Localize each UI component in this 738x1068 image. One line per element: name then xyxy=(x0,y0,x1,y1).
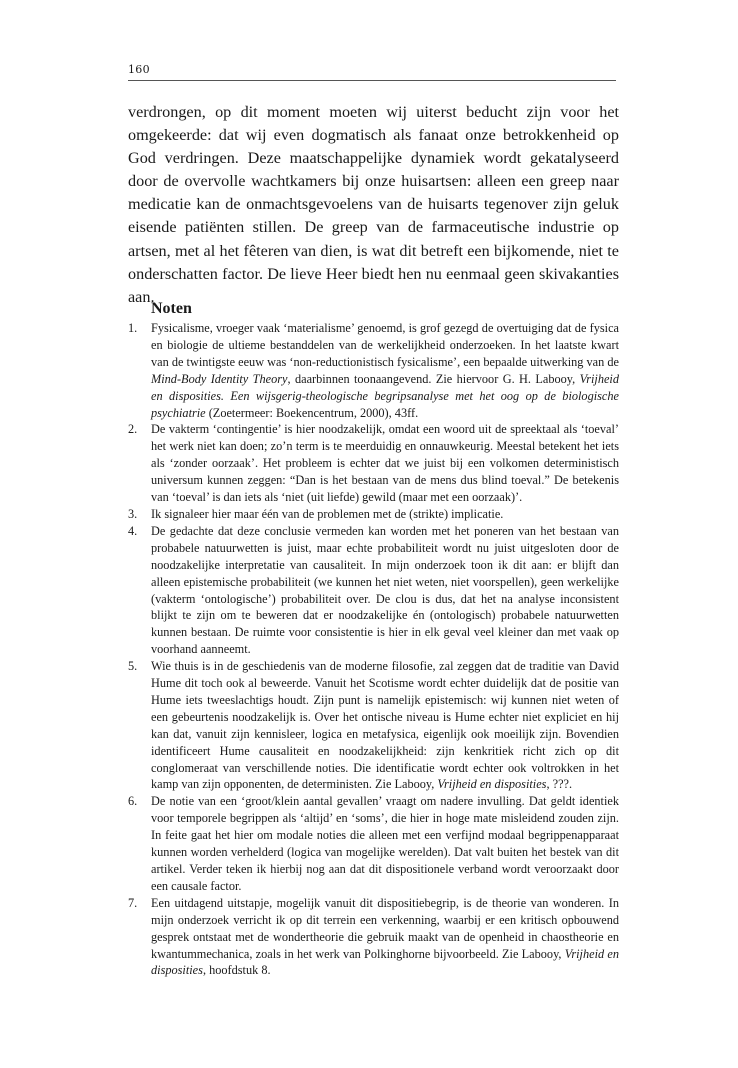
note-text: De gedachte dat deze conclusie vermeden kan worden met het poneren van het bestaan van probabele natuurwetten is juist, maar echte probabiliteit wordt nu juist uitgesloten door de noodzakelijke interpretatie van causaliteit. In mijn onderzoek toon ik dit aan: er blijft dan alleen epistemische probabiliteit (we kunnen het niet weten, niet voorspellen), geen werkelijke (vakterm ‘ontologische’) probabiliteit over. De clou is dus, dat het na analyse inconsistent blijkt te zijn om te beweren dat er noodzakelijke én (ontologisch) probabele natuurwetten kunnen bestaan. De ruimte voor consistentie is hier in elk geval veel kleiner dan met vaak op voorhand aanneemt. xyxy=(151,523,619,657)
note-text: De vakterm ‘contingentie’ is hier noodzakelijk, omdat een woord uit de spreektaal als ‘toeval’ het werk niet kan doen; zo’n term is te meerduidig en onnauwkeurig. Meestal betekent het iets als ‘zonder oorzaak’. Het probleem is echter dat we juist bij een volkomen deterministisch universum kunnen zeggen: “Dan is het bestaan van de mens dus blind toeval.” De betekenis van ‘toeval’ is dan iets als ‘niet (uit liefde) gewild (maar met een oorzaak)’. xyxy=(151,422,619,505)
note-text: Ik signaleer hier maar één van de problemen met de (strikte) implicatie. xyxy=(151,506,504,521)
note-text: Wie thuis is in de geschiedenis van de moderne filosofie, zal zeggen dat de traditie van David Hume dit toch ook al beweerde. Vanuit het Scotisme wordt echter duidelijk dat de positie van Hume iets tweeslachtigs houdt. Zijn punt is namelijk epistemisch: wij kunnen niet weten of een gebeurtenis noodzakelijk is. Over het ontische niveau is Hume echter niet expliciet en hij kan dat, vanuit zijn kennisleer, logica en metafysica, eigenlijk ook moeilijk zijn. Bovendien identificeert Hume causaliteit en noodzakelijkheid: zijn kenkritiek richt zich op dit conglomeraat van verschillende noties. Die identificatie wordt echter ook voltrokken in het kamp van zijn opponenten, de deterministen. Zie Labooy, Vrijheid en disposities, ???. xyxy=(151,659,619,792)
note-number: 3. xyxy=(128,506,138,521)
body-paragraph: verdrongen, op dit moment moeten wij uiterst beducht zijn voor het omgekeerde: dat wij even dogmatisch als fanaat onze betrokkenheid op God verdringen. Deze maatschappelijke dynamiek wordt gekatalyseerd door de overvolle wachtkamers bij onze huisartsen: alleen een greep naar medicatie kan de onmachtsgevoelens van de huisarts tegenover zijn geluk eisende patiënten stillen. De greep van de farmaceutische industrie op artsen, met al het fêteren van dien, is wat dit betreft een bijkomende, niet te onderschatten factor. De lieve Heer biedt hen nu eenmaal geen skivakanties aan. xyxy=(128,103,619,306)
note-text: Fysicalisme, vroeger vaak ‘materialisme’ genoemd, is grof gezegd de overtuiging dat de fysica en biologie de ultieme bestanddelen van de werkelijkheid onderzoeken. In het laatste kwart van de twintigste eeuw was ‘non-reductionistisch fysicalisme’, een bepaalde uitwerking van de Mind-Body Identity Theory, daarbinnen toonaangevend. Zie hiervoor G. H. Labooy, Vrijheid en disposities. Een wijsgerig-theologische begripsanalyse met het oog op de biologische psychiatrie (Zoetermeer: Boekencentrum, 2000), 43ff. xyxy=(151,321,619,420)
note-number: 2. xyxy=(128,422,138,437)
note-item xyxy=(128,895,619,980)
note-number: 1. xyxy=(128,321,138,335)
page-number: 160 xyxy=(128,63,150,76)
note-item xyxy=(128,793,619,894)
note-item xyxy=(128,320,619,421)
note-item xyxy=(128,506,619,523)
header-rule xyxy=(128,80,616,81)
note-number: 5. xyxy=(128,659,138,674)
notes-list xyxy=(128,320,619,979)
note-text: Een uitdagend uitstapje, mogelijk vanuit dit dispositiebegrip, is de theorie van wonderen. In mijn onderzoek verricht ik op dit terrein een verkenning, waarbij er een kritisch opbouwend gesprek ontstaat met de wondertheorie die gebruik maakt van de openheid in chaostheorie en kwantummechanica, zoals in het werk van Polkinghorne bijvoorbeeld. Zie Labooy, Vrijheid en disposities, hoofdstuk 8. xyxy=(151,895,619,978)
note-item xyxy=(128,523,619,658)
note-number: 6. xyxy=(128,794,138,809)
note-number: 4. xyxy=(128,523,138,538)
notes-heading: Noten xyxy=(151,300,192,317)
note-number: 7. xyxy=(128,895,138,910)
note-text: De notie van een ‘groot/klein aantal gevallen’ vraagt om nadere invulling. Dat geldt identiek voor temporele begrippen als ‘altijd’ en ‘soms’, die hier in hoge mate misleidend zouden zijn. In feite gaat het hier om modale noties die alleen met een verfijnd modaal begrippenapparaat kunnen worden verhelderd (logica van mogelijke werelden). Dat valt buiten het bestek van dit artikel. Verder teken ik hierbij nog aan dat dit dispositionele verband wordt veroorzaakt door een causale factor. xyxy=(151,794,619,893)
note-item xyxy=(128,421,619,506)
note-item xyxy=(128,658,619,793)
